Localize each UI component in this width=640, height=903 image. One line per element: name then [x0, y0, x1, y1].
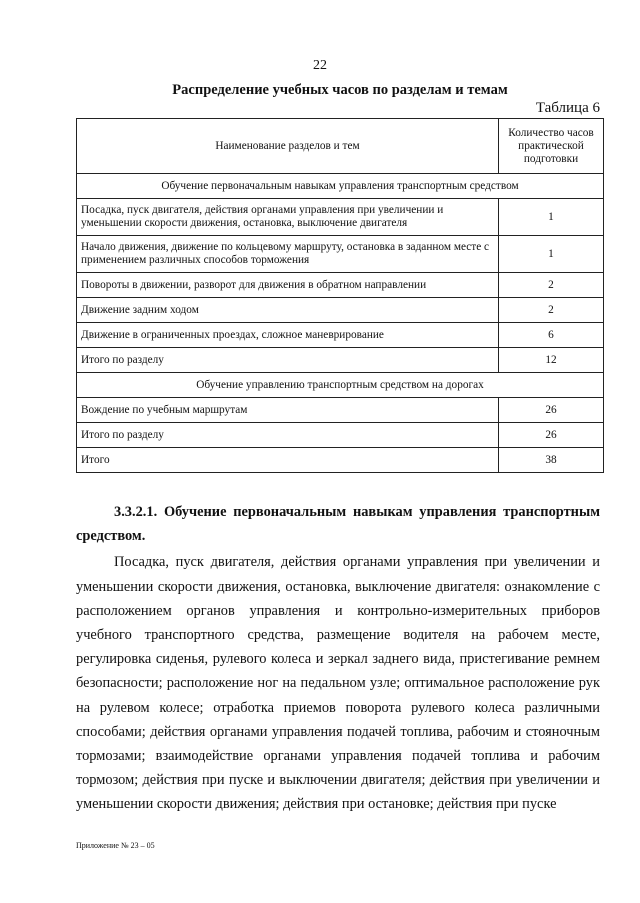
- section-row: [77, 373, 604, 398]
- body-text: [76, 500, 600, 817]
- table-row: [77, 298, 604, 323]
- page-number: 22: [313, 58, 327, 73]
- section-title-cell: Обучение управлению транспортным средством на дорогах: [77, 373, 604, 398]
- table-label: Таблица 6: [535, 100, 600, 116]
- section-heading: 3.3.2.1. Обучение первоначальным навыкам управления транспортным средством.: [76, 504, 600, 545]
- page-footer: Приложение № 23 – 05: [76, 841, 155, 850]
- topic-hours-cell: 26: [499, 398, 604, 423]
- topic-name-cell: Вождение по учебным маршрутам: [77, 398, 499, 423]
- topic-name-cell: Повороты в движении, разворот для движения в обратном направлении: [77, 273, 499, 298]
- table-row: [77, 236, 604, 273]
- topic-hours-cell: 1: [499, 199, 604, 236]
- header-name-cell: Наименование разделов и тем: [77, 119, 499, 174]
- subtotal-row: [77, 348, 604, 373]
- table-header-row: [77, 119, 604, 174]
- topic-hours-cell: 26: [499, 423, 604, 448]
- total-name-cell: Итого: [77, 448, 499, 473]
- table-row: [77, 273, 604, 298]
- table-row: [77, 323, 604, 348]
- topic-name-cell: Движение в ограниченных проездах, сложное маневрирование: [77, 323, 499, 348]
- section-row: [77, 174, 604, 199]
- topic-name-cell: Итого по разделу: [77, 423, 499, 448]
- topic-hours-cell: 1: [499, 236, 604, 273]
- topic-hours-cell: 6: [499, 323, 604, 348]
- section-title-cell: Обучение первоначальным навыкам управления транспортным средством: [77, 174, 604, 199]
- topic-name-cell: Начало движения, движение по кольцевому маршруту, остановка в заданном месте с применением различных способов торможения: [77, 236, 499, 273]
- hours-table: [76, 118, 604, 473]
- topic-hours-cell: 2: [499, 298, 604, 323]
- total-hours-cell: 38: [499, 448, 604, 473]
- topic-hours-cell: 12: [499, 348, 604, 373]
- topic-hours-cell: 2: [499, 273, 604, 298]
- table-row: [77, 199, 604, 236]
- subtotal-row: [77, 423, 604, 448]
- header-hours-cell: Количество часов практической подготовки: [499, 119, 604, 174]
- table-row: [77, 398, 604, 423]
- topic-name-cell: Движение задним ходом: [77, 298, 499, 323]
- total-row: [77, 448, 604, 473]
- page-title: Распределение учебных часов по разделам и темам: [172, 82, 508, 98]
- body-paragraph: Посадка, пуск двигателя, действия органами управления при увеличении и уменьшении скорости движения, остановка, выключение двигателя: ознакомление с расположением органов управления и контрольно-измерительных приборов учебного транспортного средства, размещение водителя на рабочем месте, регулировка сиденья, рулевого колеса и зеркал заднего вида, пристегивание ремнем безопасности; расположение ног на педальном узле; оптимальное расположение рук на рулевом колесе; отработка приемов поворота рулевого колеса различными способами; действия органами управления подачей топлива, рабочим и стояночным тормозами; взаимодействие органами управления подачей топлива и рабочим тормозом; действия при пуске и выключении двигателя; действия при увеличении и уменьшении скорости движения; действия при остановке; действия при пуске: [76, 554, 600, 813]
- topic-name-cell: Итого по разделу: [77, 348, 499, 373]
- topic-name-cell: Посадка, пуск двигателя, действия органами управления при увеличении и уменьшении скорости движения, остановка, выключение двигателя: [77, 199, 499, 236]
